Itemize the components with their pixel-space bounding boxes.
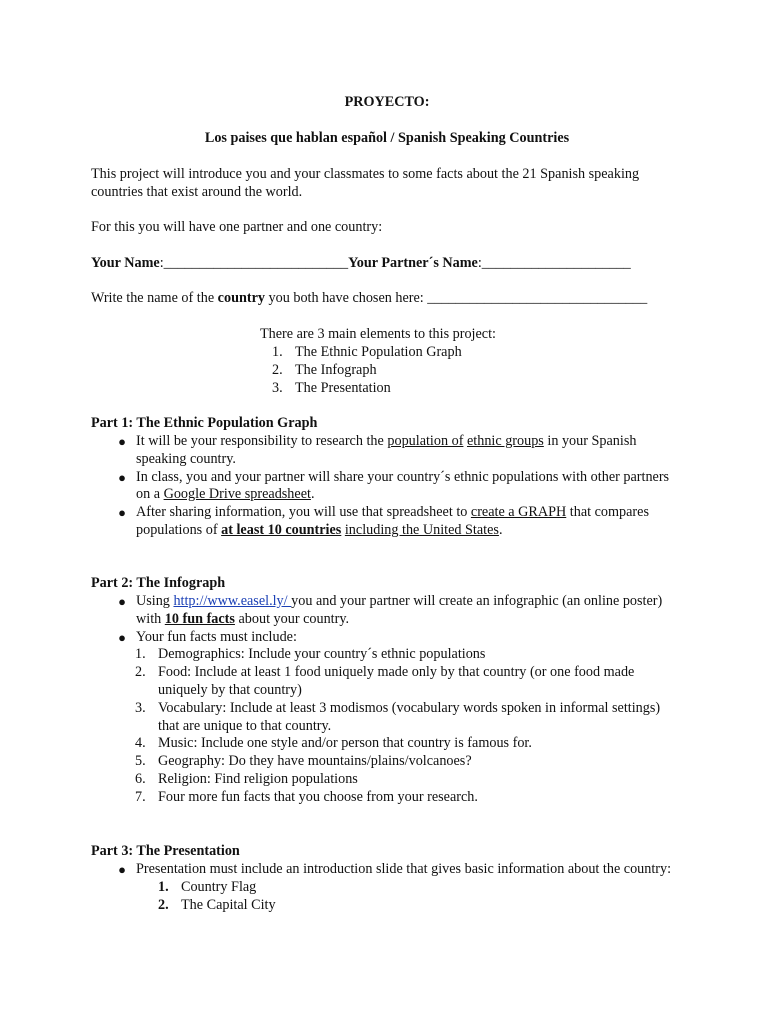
- document-title: PROYECTO:: [344, 94, 430, 110]
- bullet-icon: ●: [118, 629, 126, 645]
- list-item-text: Food: Include at least 1 food uniquely made only by that country (or one food made uniquely by that country): [158, 664, 635, 698]
- list-item-text: The Ethnic Population Graph: [295, 344, 462, 360]
- underlined-text: including the United States: [344, 521, 499, 538]
- list-item-text: Geography: Do they have mountains/plains/volcanoes?: [158, 753, 472, 770]
- list-item: [118, 593, 676, 629]
- part2-heading: Part 2: The Infograph: [91, 575, 226, 591]
- list-item-text: Vocabulary: Include at least 3 modismos (vocabulary words spoken in informal settings) that are unique to that country.: [158, 699, 661, 734]
- list-item: [158, 896, 661, 915]
- partner-paragraph: For this you will have one partner and one country:: [91, 219, 383, 235]
- underlined-text: Google Drive spreadsheet: [163, 486, 311, 503]
- list-number: 5.: [135, 753, 146, 770]
- name-fields-line: [91, 255, 691, 273]
- list-item: [135, 735, 678, 753]
- underlined-text: ethnic groups: [466, 433, 544, 449]
- bullet-icon: ●: [118, 505, 126, 521]
- text-run: In class, you and your partner will share your country´s ethnic populations with other partners on a: [136, 468, 670, 503]
- your-name-label: Your Name: [91, 255, 160, 271]
- text-run: Presentation must include an introduction slide that gives basic information about the country:: [136, 861, 672, 877]
- presentation-items-list: [158, 878, 661, 915]
- text-run: that compares populations of: [136, 504, 649, 538]
- text-run: in your Spanish speaking country.: [136, 433, 637, 467]
- list-number: 4.: [135, 735, 146, 752]
- fun-facts-list: [135, 646, 678, 806]
- underlined-text: population of: [387, 433, 464, 449]
- list-item-text: The Infograph: [295, 361, 377, 378]
- list-item: [118, 504, 676, 540]
- country-line-suffix: you both have chosen here:: [264, 290, 428, 306]
- country-line: [91, 290, 691, 308]
- list-item-text: Country Flag: [181, 878, 257, 895]
- list-number: 7.: [135, 788, 146, 805]
- bullet-icon: ●: [118, 434, 126, 449]
- list-item-text: Music: Include one style and/or person that country is famous for.: [158, 735, 532, 752]
- list-item: [272, 361, 695, 380]
- list-number: 3.: [272, 379, 283, 396]
- list-number: 2.: [272, 361, 283, 378]
- list-item: [118, 861, 676, 914]
- bullet-icon: ●: [118, 469, 126, 485]
- part1-list: [118, 433, 676, 540]
- list-item-text: Religion: Find religion populations: [158, 770, 358, 787]
- list-item: [135, 646, 678, 664]
- list-item-text: The Presentation: [295, 379, 391, 396]
- text-run: Your fun facts must include:: [136, 628, 297, 645]
- part1-heading: Part 1: The Ethnic Population Graph: [91, 415, 318, 431]
- elements-intro: There are 3 main elements to this project:: [260, 326, 496, 342]
- your-name-blank[interactable]: :__________________________: [159, 255, 349, 271]
- document-subtitle: Los paises que hablan español / Spanish Speaking Countries: [204, 130, 570, 146]
- text-run: .: [310, 486, 315, 503]
- list-item: [118, 468, 676, 505]
- part2-list: [118, 593, 676, 807]
- list-item: [118, 433, 676, 469]
- bullet-icon: ●: [118, 594, 126, 609]
- intro-paragraph: This project will introduce you and your classmates to some facts about the 21 Spanish speaking countries that exist around the world.: [91, 166, 640, 200]
- list-item: [158, 878, 661, 897]
- list-item-text: Demographics: Include your country´s ethnic populations: [158, 646, 486, 663]
- list-item-text: The Capital City: [181, 896, 276, 913]
- list-item: [135, 664, 678, 700]
- text-run: .: [498, 521, 503, 538]
- list-number: 6.: [135, 770, 146, 787]
- partner-name-label: Your Partner´s Name: [348, 255, 478, 271]
- list-item: [272, 344, 695, 362]
- part3-list: [118, 861, 676, 914]
- bold-underlined-text: 10 fun facts: [164, 610, 235, 627]
- text-run: Using: [136, 593, 174, 609]
- text-run: you and your partner will create an infographic (an online poster) with: [136, 593, 663, 627]
- list-item: [135, 770, 678, 789]
- list-item: [135, 699, 678, 736]
- bold-underlined-text: at least 10 countries: [221, 521, 342, 538]
- list-item: [135, 788, 678, 807]
- partner-name-blank[interactable]: :_____________________: [477, 255, 631, 271]
- text-run: It will be your responsibility to research the: [136, 433, 388, 449]
- country-line-bold: country: [217, 290, 265, 306]
- list-number: 3.: [135, 699, 146, 716]
- list-item: [272, 379, 695, 398]
- country-line-prefix: Write the name of the: [91, 290, 218, 306]
- elements-list: [272, 344, 695, 397]
- list-number: 1.: [135, 646, 146, 663]
- list-item-text: Four more fun facts that you choose from your research.: [158, 788, 478, 805]
- list-item: [135, 753, 678, 771]
- list-number: 2.: [135, 664, 146, 681]
- text-run: about your country.: [234, 610, 350, 627]
- list-item: [118, 628, 676, 807]
- underlined-text: create a GRAPH: [470, 504, 567, 521]
- easelly-link[interactable]: http://www.easel.ly/: [173, 593, 292, 609]
- text-run: After sharing information, you will use that spreadsheet to: [136, 504, 471, 521]
- list-number: 1.: [272, 344, 283, 360]
- list-number: 2.: [158, 896, 169, 913]
- country-blank[interactable]: _______________________________: [427, 290, 648, 306]
- part3-heading: Part 3: The Presentation: [91, 843, 240, 859]
- list-number: 1.: [158, 878, 169, 895]
- bullet-icon: ●: [118, 862, 126, 877]
